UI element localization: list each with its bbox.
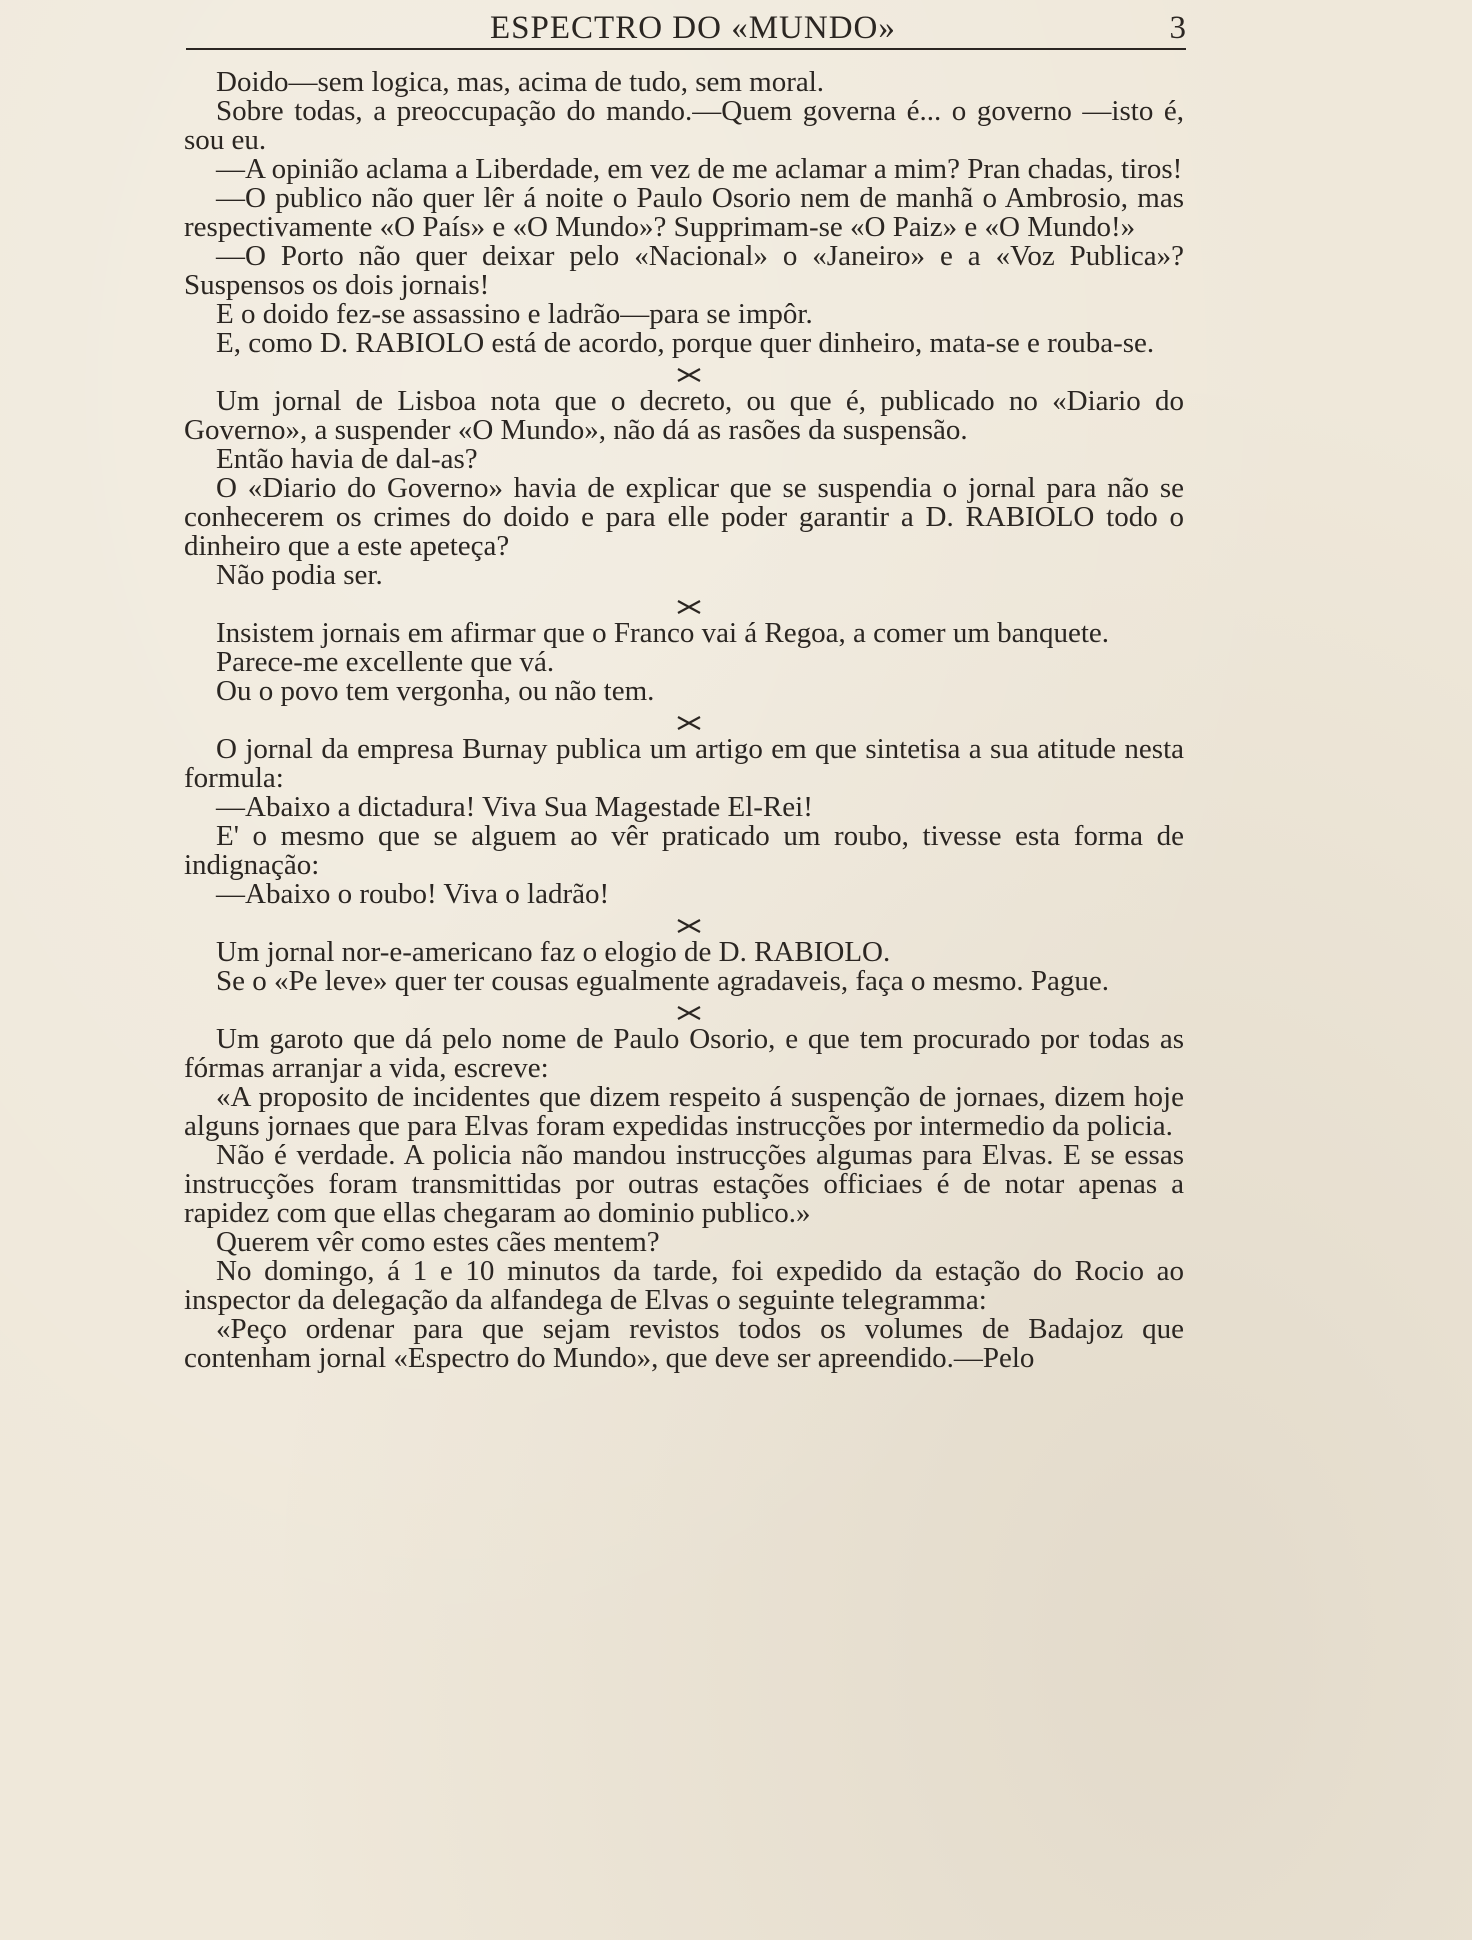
article-paragraph: E, como D. RABIOLO está de acordo, porque quer dinheiro, mata-se e rouba-se. (216, 327, 1155, 359)
article-paragraph: Parece-me excellente que vá. (216, 646, 555, 678)
article-paragraph: Um jornal de Lisboa nota que o decreto, ou que é, publicado no «Diario do Governo», a suspender «O Mundo», não dá as rasões da suspensão. (184, 385, 1184, 446)
article-paragraph: O «Diario do Governo» havia de explicar que se suspendia o jornal para não se conhecerem os crimes do doido e para elle poder garantir a D. RABIOLO todo o dinheiro que a este apeteça? (184, 472, 1184, 562)
cross-ornament-icon (676, 367, 702, 383)
article-paragraph: Se o «Pe leve» quer ter cousas egualmente agradaveis, faça o mesmo. Pague. (216, 965, 1110, 997)
header-rule (186, 48, 1186, 50)
article-paragraph: No domingo, á 1 e 10 minutos da tarde, foi expedido da estação do Rocio ao inspector da delegação da alfandega de Elvas o seguinte telegramma: (184, 1255, 1184, 1316)
cross-ornament-icon (676, 715, 702, 731)
cross-ornament-icon (676, 918, 702, 934)
article-paragraph: «A proposito de incidentes que dizem respeito á suspenção de jornaes, dizem hoje alguns jornaes que para Elvas foram expedidas instrucções por intermedio da policia. (184, 1081, 1184, 1142)
section-separator (184, 996, 1184, 1025)
section-separator (184, 590, 1184, 619)
section-separator (184, 909, 1184, 938)
page-number: 3 (1169, 10, 1186, 46)
article-paragraph: Um jornal nor-e-americano faz o elogio de D. RABIOLO. (216, 936, 891, 968)
page-header (186, 8, 1186, 52)
article-paragraph: «Peço ordenar para que sejam revistos todos os volumes de Badajoz que contenham jornal «Espectro do Mundo», que deve ser apreendido.—Pelo (184, 1313, 1184, 1374)
article-paragraph: Doido—sem logica, mas, acima de tudo, sem moral. (216, 66, 825, 98)
cross-ornament-icon (676, 599, 702, 615)
cross-ornament-icon (676, 1005, 702, 1021)
article-paragraph: —O Porto não quer deixar pelo «Nacional» o «Janeiro» e a «Voz Publica»? Suspensos os dois jornais! (184, 240, 1184, 301)
article-paragraph: —Abaixo a dictadura! Viva Sua Magestade El-Rei! (216, 791, 813, 823)
section-separator (184, 706, 1184, 735)
article-paragraph: O jornal da empresa Burnay publica um artigo em que sintetisa a sua atitude nesta formula: (184, 733, 1184, 794)
article-paragraph: Querem vêr como estes cães mentem? (216, 1226, 660, 1258)
article-paragraph: E' o mesmo que se alguem ao vêr praticado um roubo, tivesse esta forma de indignação: (184, 820, 1184, 881)
article-paragraph: Sobre todas, a preoccupação do mando.—Quem governa é... o governo —isto é, sou eu. (184, 95, 1184, 156)
running-title: ESPECTRO DO «MUNDO» (490, 10, 896, 46)
article-paragraph: —O publico não quer lêr á noite o Paulo Osorio nem de manhã o Ambrosio, mas respectivamente «O País» e «O Mundo»? Supprimam-se «O Paiz» e «O Mundo!» (184, 182, 1184, 243)
article-paragraph: Não é verdade. A policia não mandou instrucções algumas para Elvas. E se essas instrucções foram transmittidas por outras estações officiaes é de notar apenas a rapidez com que ellas chegaram ao dominio publico.» (184, 1139, 1184, 1229)
section-separator (184, 358, 1184, 387)
article-paragraph: —Abaixo o roubo! Viva o ladrão! (216, 878, 610, 910)
article-paragraph: Ou o povo tem vergonha, ou não tem. (216, 675, 655, 707)
text-column (184, 68, 1184, 1373)
article-paragraph: E o doido fez-se assassino e ladrão—para se impôr. (216, 298, 813, 330)
article-paragraph: Um garoto que dá pelo nome de Paulo Osorio, e que tem procurado por todas as fórmas arranjar a vida, escreve: (184, 1023, 1184, 1084)
article-paragraph: Insistem jornais em afirmar que o Franco vai á Regoa, a comer um banquete. (216, 617, 1110, 649)
article-paragraph: —A opinião aclama a Liberdade, em vez de me aclamar a mim? Pran chadas, tiros! (216, 153, 1183, 185)
article-paragraph: Não podia ser. (216, 559, 383, 591)
article-paragraph: Então havia de dal-as? (216, 443, 478, 475)
